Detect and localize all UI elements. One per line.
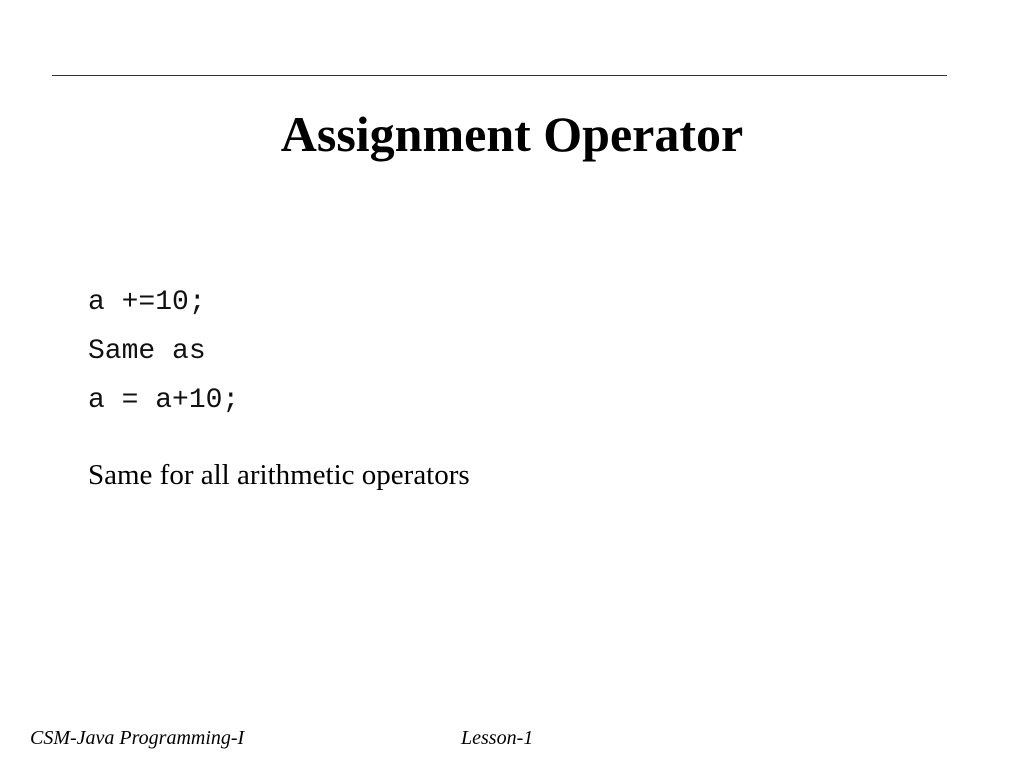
footer-lesson: Lesson-1 <box>461 727 534 749</box>
code-line-compound-assignment: a +=10; <box>88 287 206 318</box>
footer-course: CSM-Java Programming-I <box>30 727 245 749</box>
code-line-same-as: Same as <box>88 336 206 367</box>
slide-note: Same for all arithmetic operators <box>88 459 470 491</box>
top-divider <box>52 75 947 76</box>
slide-title: Assignment Operator <box>280 106 744 162</box>
code-line-expanded-assignment: a = a+10; <box>88 385 240 416</box>
slide-body <box>88 278 470 495</box>
